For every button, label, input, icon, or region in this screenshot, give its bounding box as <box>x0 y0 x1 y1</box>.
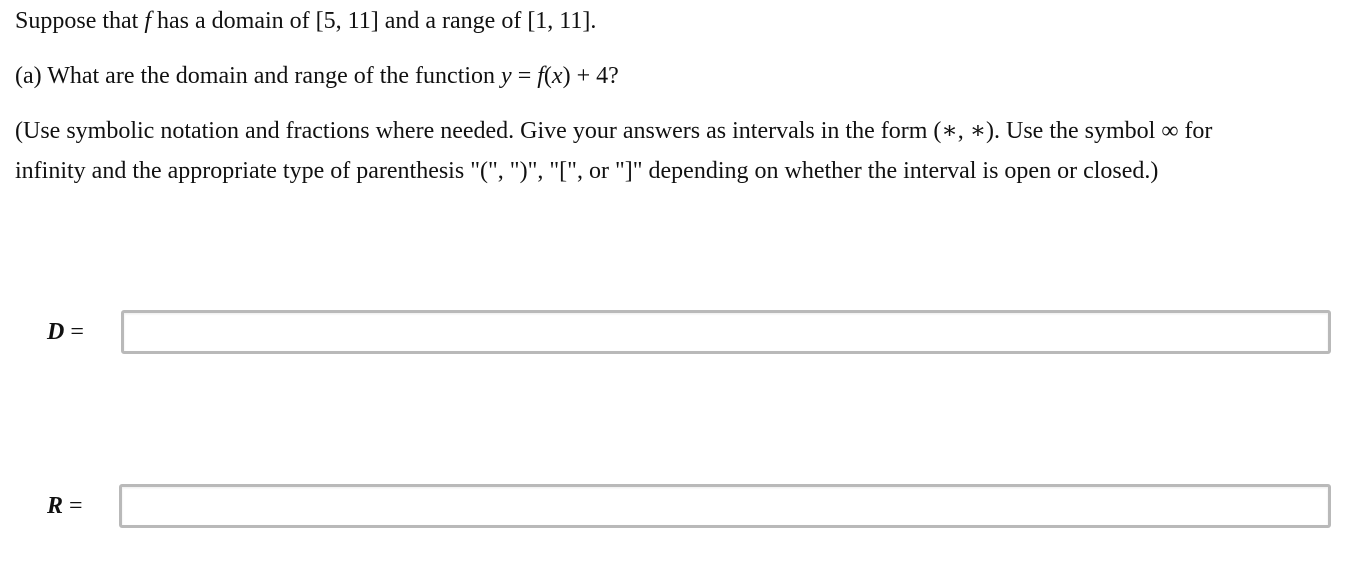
intro-domain-range: has a domain of [5, 11] and a range of [1, 11]. <box>151 8 597 34</box>
range-input[interactable] <box>119 484 1331 528</box>
math-equals: = <box>511 63 538 89</box>
part-a-suffix: + 4? <box>570 63 619 89</box>
math-y: y <box>501 63 512 89</box>
part-a-question <box>15 61 619 91</box>
math-f: f <box>537 63 544 89</box>
domain-symbol: D <box>47 319 65 345</box>
intro-prefix: Suppose that <box>15 8 145 34</box>
instructions-line-1: (Use symbolic notation and fractions where needed. Give your answers as intervals in the form (∗, ∗). Use the symbol ∞ for <box>15 118 1213 144</box>
domain-label <box>47 317 84 347</box>
math-paren-open: ( <box>543 63 552 89</box>
domain-input[interactable] <box>121 310 1331 354</box>
function-symbol: f <box>144 8 151 34</box>
range-label <box>47 491 83 521</box>
math-paren-close: ) <box>562 63 571 89</box>
instructions-line-2: infinity and the appropriate type of parenthesis "(", ")", "[", or "]" depending on whether the interval is open or closed.) <box>15 158 1159 184</box>
domain-equals: = <box>64 319 84 345</box>
part-a-prefix: (a) What are the domain and range of the function <box>15 63 502 89</box>
range-symbol: R <box>47 493 64 519</box>
range-equals: = <box>63 493 83 519</box>
math-x: x <box>551 63 563 89</box>
intro-text <box>15 6 596 36</box>
